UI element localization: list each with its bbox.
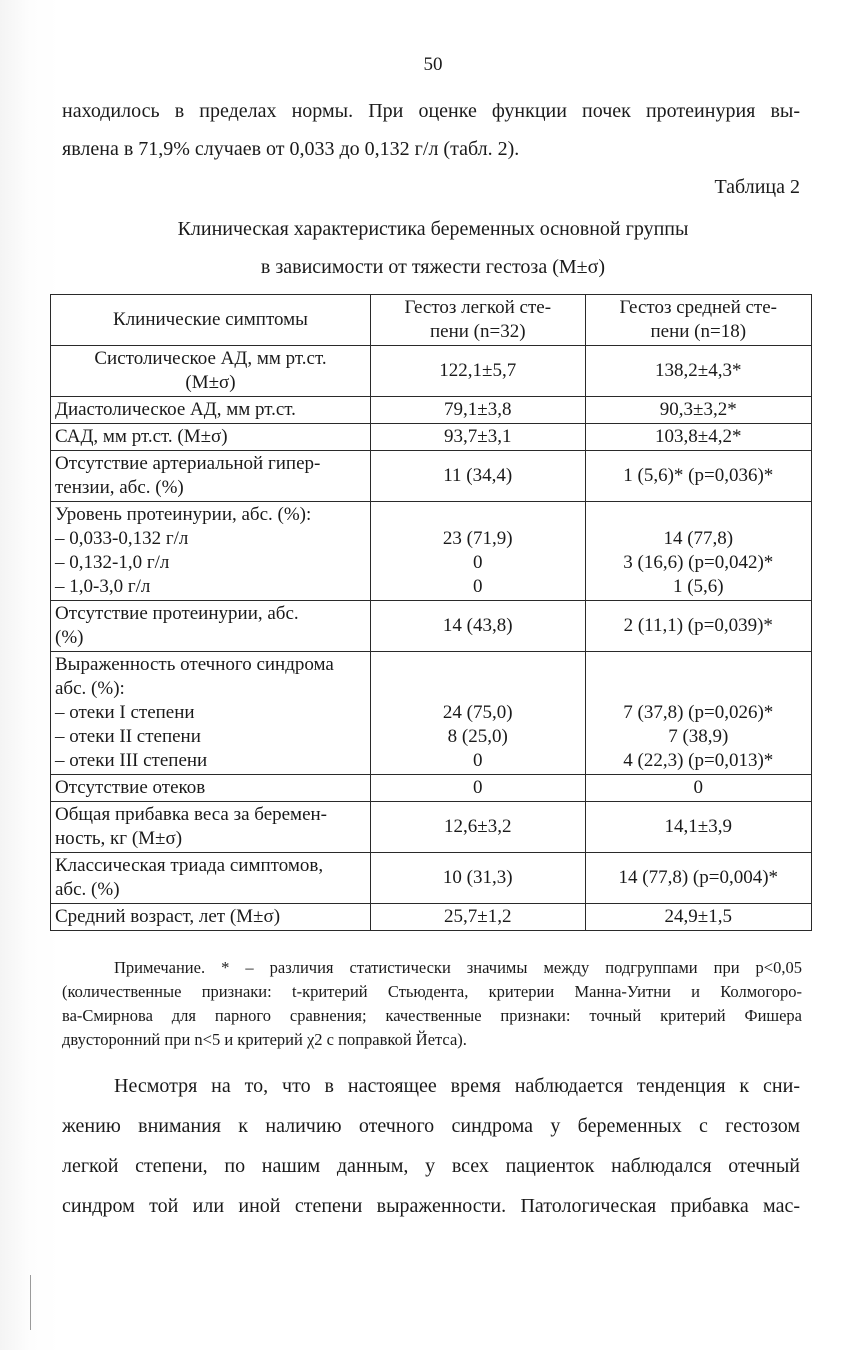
row-label-line: Общая прибавка веса за беремен- <box>55 804 328 825</box>
row-label-line: (M±σ) <box>185 372 236 393</box>
moderate-sub-value: 1 (5,6) <box>672 576 724 597</box>
table-row <box>51 775 812 802</box>
note-line-3: ва-Смирнова для парного сравнения; качественные признаки: точный критерий Фишера <box>62 1006 802 1025</box>
row-sub-label: – 0,033-0,132 г/л <box>55 528 189 549</box>
moderate-value: 1 (5,6)* (p=0,036)* <box>585 451 811 502</box>
mild-sub-value: 23 (71,9) <box>442 528 513 549</box>
row-label-line: Систолическое АД, мм рт.ст. <box>94 348 327 369</box>
moderate-value <box>585 502 811 601</box>
caption-line-2: в зависимости от тяжести гестоза (M±σ) <box>260 256 606 278</box>
table-row <box>51 346 812 397</box>
mild-value: 0 <box>370 775 585 802</box>
table-row <box>51 502 812 601</box>
mild-sub-value: 8 (25,0) <box>447 726 508 747</box>
mild-value: 122,1±5,7 <box>370 346 585 397</box>
table-header-row <box>51 295 812 346</box>
closing-line-4: синдром той или иной степени выраженности. Патологическая прибавка мас- <box>62 1195 800 1217</box>
moderate-value: 14,1±3,9 <box>585 802 811 853</box>
caption-line-1: Клиническая характеристика беременных основной группы <box>177 218 689 240</box>
mild-value: 14 (43,8) <box>370 601 585 652</box>
moderate-value: 14 (77,8) (p=0,004)* <box>585 853 811 904</box>
page-number: 50 <box>423 54 443 75</box>
intro-line-2: явлена в 71,9% случаев от 0,033 до 0,132 г/л (табл. 2). <box>62 138 520 160</box>
table-label: Таблица 2 <box>714 176 800 198</box>
row-sub-label: – отеки I степени <box>55 702 195 723</box>
moderate-sub-value: 7 (38,9) <box>668 726 729 747</box>
table-row <box>51 424 812 451</box>
intro-line-1: находилось в пределах нормы. При оценке функции почек протеинурия вы- <box>62 100 800 122</box>
row-label: Средний возраст, лет (M±σ) <box>51 904 371 931</box>
row-label <box>51 502 371 601</box>
row-label <box>51 652 371 775</box>
header-moderate-line-1: Гестоз средней сте- <box>619 297 777 318</box>
row-label-line: (%) <box>55 627 84 648</box>
header-mild-line-2: пени (n=32) <box>429 321 526 342</box>
clinical-table <box>50 294 812 931</box>
moderate-value <box>585 652 811 775</box>
table-row <box>51 601 812 652</box>
row-label <box>51 346 371 397</box>
closing-line-1: Несмотря на то, что в настоящее время наблюдается тенденция к сни- <box>114 1075 800 1097</box>
table-row <box>51 451 812 502</box>
note-line-1: Примечание. * – различия статистически значимы между подгруппами при p<0,05 <box>114 958 802 977</box>
row-label <box>51 853 371 904</box>
mild-sub-value: 0 <box>473 576 483 597</box>
row-label-line: абс. (%): <box>55 678 125 699</box>
table-caption <box>0 210 866 286</box>
moderate-sub-value: 4 (22,3) (p=0,013)* <box>623 750 774 771</box>
table-row <box>51 802 812 853</box>
row-sub-label: – 1,0-3,0 г/л <box>55 576 151 597</box>
moderate-sub-value: 7 (37,8) (p=0,026)* <box>623 702 774 723</box>
row-sub-label: – 0,132-1,0 г/л <box>55 552 170 573</box>
closing-paragraph <box>62 1066 800 1226</box>
row-sub-label: – отеки III степени <box>55 750 208 771</box>
header-moderate-line-2: пени (n=18) <box>650 321 747 342</box>
row-label <box>51 451 371 502</box>
moderate-value: 0 <box>585 775 811 802</box>
row-label-line: абс. (%) <box>55 879 120 900</box>
mild-value: 25,7±1,2 <box>370 904 585 931</box>
row-label-line: тензии, абс. (%) <box>55 477 184 498</box>
intro-paragraph <box>62 92 800 168</box>
note-line-4: двусторонний при n<5 и критерий χ2 с поправкой Йетса). <box>62 1030 467 1049</box>
moderate-value: 2 (11,1) (p=0,039)* <box>585 601 811 652</box>
closing-line-2: жению внимания к наличию отечного синдрома у беременных с гестозом <box>62 1115 800 1137</box>
moderate-value: 24,9±1,5 <box>585 904 811 931</box>
row-label-line: Уровень протеинурии, абс. (%): <box>55 504 312 525</box>
mild-value: 93,7±3,1 <box>370 424 585 451</box>
mild-sub-value: 0 <box>473 750 483 771</box>
mild-value <box>370 652 585 775</box>
row-label-line: Отсутствие протеинурии, абс. <box>55 603 299 624</box>
mild-sub-value: 0 <box>473 552 483 573</box>
margin-line <box>30 1275 31 1330</box>
row-label-line: ность, кг (M±σ) <box>55 828 183 849</box>
header-symptoms: Клинические симптомы <box>51 295 371 346</box>
row-label <box>51 601 371 652</box>
note-line-2: (количественные признаки: t-критерий Стьюдента, критерии Манна-Уитни и Колмогоро- <box>62 982 802 1001</box>
header-mild-line-1: Гестоз легкой сте- <box>404 297 552 318</box>
mild-value: 10 (31,3) <box>370 853 585 904</box>
table-row <box>51 904 812 931</box>
row-label-line: Классическая триада симптомов, <box>55 855 324 876</box>
table-row <box>51 397 812 424</box>
row-label-line: Отсутствие артериальной гипер- <box>55 453 321 474</box>
row-label <box>51 802 371 853</box>
moderate-sub-value: 14 (77,8) <box>663 528 734 549</box>
mild-value: 11 (34,4) <box>370 451 585 502</box>
mild-value: 12,6±3,2 <box>370 802 585 853</box>
moderate-value: 90,3±3,2* <box>585 397 811 424</box>
table-note <box>62 956 802 1052</box>
moderate-sub-value: 3 (16,6) (p=0,042)* <box>623 552 774 573</box>
row-label: Диастолическое АД, мм рт.ст. <box>51 397 371 424</box>
row-sub-label: – отеки II степени <box>55 726 201 747</box>
mild-sub-value: 24 (75,0) <box>442 702 513 723</box>
mild-value: 79,1±3,8 <box>370 397 585 424</box>
closing-line-3: легкой степени, по нашим данным, у всех пациенток наблюдался отечный <box>62 1155 800 1177</box>
moderate-value: 138,2±4,3* <box>585 346 811 397</box>
header-moderate-gestosis <box>585 295 811 346</box>
row-label-line: Выраженность отечного синдрома <box>55 654 334 675</box>
table-row <box>51 853 812 904</box>
table-row <box>51 652 812 775</box>
row-label: САД, мм рт.ст. (M±σ) <box>51 424 371 451</box>
row-label: Отсутствие отеков <box>51 775 371 802</box>
mild-value <box>370 502 585 601</box>
header-mild-gestosis <box>370 295 585 346</box>
moderate-value: 103,8±4,2* <box>585 424 811 451</box>
